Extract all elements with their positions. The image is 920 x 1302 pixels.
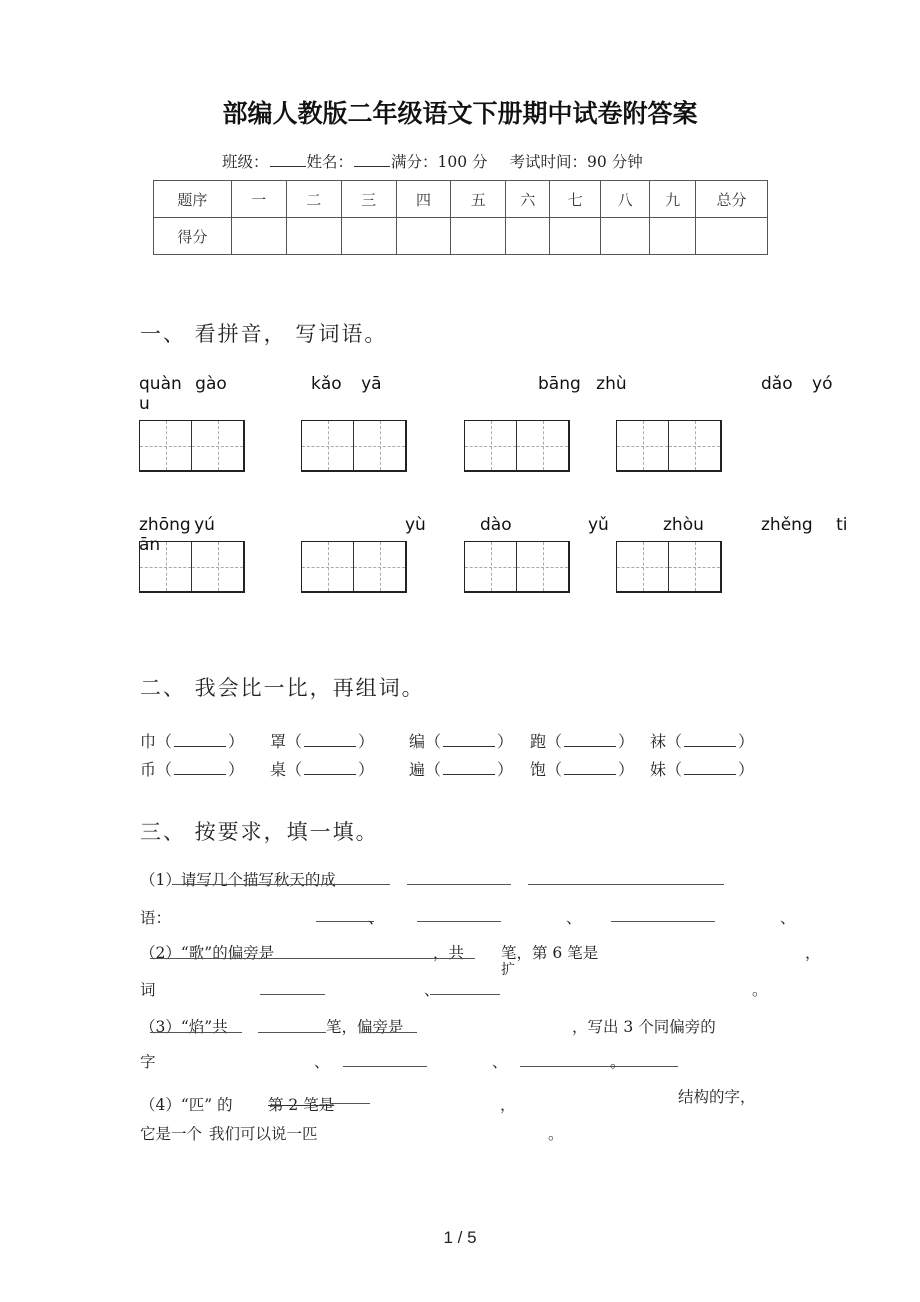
word-blank[interactable]	[564, 732, 616, 747]
answer-line[interactable]	[611, 921, 715, 922]
answer-line[interactable]	[430, 994, 500, 995]
q2-underline	[150, 958, 315, 959]
full-score: 满分：100 分	[391, 153, 488, 171]
answer-line[interactable]	[343, 1066, 427, 1067]
pinyin-label: yù	[405, 515, 426, 535]
compare-item: 袜（ ）	[650, 732, 755, 751]
q2-prompt: （2）“歌”的偏旁是	[140, 944, 275, 962]
separator: 。	[610, 1053, 626, 1071]
score-table-score-row	[154, 218, 768, 255]
header-cell: 一	[231, 181, 286, 218]
section2-heading: 二、 我会比一比，再组词。	[140, 676, 425, 700]
q4-right: 结构的字，	[678, 1088, 756, 1106]
word-blank[interactable]	[304, 732, 356, 747]
page-number: 1 / 5	[443, 1228, 477, 1247]
separator: ，	[805, 944, 821, 962]
section1-heading: 一、 看拼音， 写词语。	[140, 322, 388, 346]
separator: 、	[492, 1053, 508, 1071]
compare-item: 巾（ ）	[140, 732, 245, 751]
word-blank[interactable]	[684, 732, 736, 747]
q3-mid: 笔，偏旁是	[326, 1018, 404, 1036]
q2-underline	[430, 958, 475, 959]
q2-line2: 词	[140, 981, 156, 999]
pinyin-label: dǎo yó	[761, 374, 833, 394]
separator: ，	[500, 1096, 516, 1114]
writing-grid[interactable]	[464, 541, 570, 593]
score-table-header-row	[154, 181, 768, 218]
separator: 、	[314, 1053, 330, 1071]
score-cell[interactable]	[506, 218, 550, 255]
compare-item: 跑（ ）	[530, 732, 635, 751]
score-cell[interactable]	[396, 218, 451, 255]
exam-time: 考试时间：90 分钟	[509, 153, 643, 171]
header-cell: 九	[650, 181, 696, 218]
compare-item: 罩（ ）	[270, 732, 375, 751]
word-blank[interactable]	[174, 760, 226, 775]
class-label: 班级：	[222, 153, 269, 171]
writing-grid[interactable]	[464, 420, 570, 472]
q4-prompt: （4）“匹” 的	[140, 1096, 233, 1114]
pinyin-label: kǎo yā	[311, 374, 382, 394]
compare-item: 饱（ ）	[530, 760, 635, 779]
answer-line[interactable]	[407, 884, 511, 885]
q3-underline	[150, 1032, 242, 1033]
pinyin-label: bāng zhù	[538, 374, 627, 394]
answer-line[interactable]	[315, 958, 430, 959]
header-cell: 五	[451, 181, 506, 218]
score-cell[interactable]	[650, 218, 696, 255]
answer-line[interactable]	[528, 884, 724, 885]
score-table	[153, 180, 768, 255]
word-blank[interactable]	[304, 760, 356, 775]
separator: 、	[368, 909, 384, 927]
score-cell[interactable]	[231, 218, 286, 255]
pinyin-label: ān	[139, 535, 161, 555]
header-cell: 总分	[696, 181, 768, 218]
section3-heading: 三、 按要求，填一填。	[140, 820, 379, 844]
writing-grid[interactable]	[616, 420, 722, 472]
q4-strike-text: 第 2 笔是	[268, 1096, 335, 1114]
separator: 。	[752, 981, 768, 999]
compare-item: 编（ ）	[409, 732, 514, 751]
writing-grid[interactable]	[616, 541, 722, 593]
answer-line[interactable]	[520, 1066, 678, 1067]
exam-info-line	[222, 150, 643, 172]
writing-grid[interactable]	[301, 541, 407, 593]
q2-mid: ，共	[433, 944, 465, 962]
answer-line[interactable]	[417, 921, 501, 922]
compare-item: 妹（ ）	[650, 760, 755, 779]
q4-line2a: 它是一个	[140, 1125, 203, 1143]
word-blank[interactable]	[684, 760, 736, 775]
pinyin-label: dào	[480, 515, 512, 535]
pinyin-label: yǔ	[588, 515, 609, 535]
word-blank[interactable]	[564, 760, 616, 775]
header-cell: 八	[601, 181, 650, 218]
score-cell[interactable]	[601, 218, 650, 255]
page-title: 部编人教版二年级语文下册期中试卷附答案	[222, 99, 698, 128]
answer-line[interactable]	[316, 921, 374, 922]
header-cell: 三	[341, 181, 396, 218]
separator: 、	[424, 981, 440, 999]
separator: 、	[780, 909, 796, 927]
q2-after: 笔，第 6 笔是	[501, 944, 599, 962]
compare-item: 遍（ ）	[409, 760, 514, 779]
score-cell[interactable]	[286, 218, 341, 255]
name-blank[interactable]	[354, 152, 390, 167]
answer-line[interactable]	[260, 994, 325, 995]
row-label: 得分	[154, 218, 232, 255]
name-label: 姓名：	[306, 153, 354, 171]
score-cell[interactable]	[696, 218, 768, 255]
answer-line[interactable]	[330, 1103, 370, 1104]
q3-after: ，写出 3 个同偏旁的	[572, 1018, 716, 1036]
word-blank[interactable]	[443, 732, 495, 747]
pinyin-label: u	[139, 394, 150, 414]
score-cell[interactable]	[451, 218, 506, 255]
q2-kuo: 扩	[501, 962, 515, 978]
compare-item: 币（ ）	[140, 760, 245, 779]
writing-grid[interactable]	[139, 420, 245, 472]
separator: 。	[548, 1125, 564, 1143]
pinyin-label: zhòu	[663, 515, 704, 535]
q3-underline	[362, 1032, 417, 1033]
header-cell: 四	[396, 181, 451, 218]
class-blank[interactable]	[270, 152, 306, 167]
writing-grid[interactable]	[301, 420, 407, 472]
word-blank[interactable]	[443, 760, 495, 775]
pinyin-label: zhěng ti	[761, 515, 848, 535]
header-cell: 二	[286, 181, 341, 218]
pinyin-label: zhōng yú	[139, 515, 215, 535]
q3-prompt: （3）“焰”共	[140, 1018, 228, 1036]
word-blank[interactable]	[174, 732, 226, 747]
separator: 、	[566, 909, 582, 927]
answer-line[interactable]	[258, 1032, 326, 1033]
q1-prompt-cont: 语：	[140, 909, 172, 927]
score-cell[interactable]	[550, 218, 601, 255]
header-cell: 题序	[154, 181, 232, 218]
q3-line2: 字	[140, 1053, 156, 1071]
header-cell: 七	[550, 181, 601, 218]
q1-underline	[172, 884, 390, 885]
q1-prompt: （1）请写几个描写秋天的成	[140, 871, 336, 889]
q4-line2b: 我们可以说一匹	[209, 1125, 318, 1143]
score-cell[interactable]	[341, 218, 396, 255]
compare-item: 桌（ ）	[270, 760, 375, 779]
header-cell: 六	[506, 181, 550, 218]
writing-grid[interactable]	[139, 541, 245, 593]
pinyin-label: quàn gào	[139, 374, 227, 394]
